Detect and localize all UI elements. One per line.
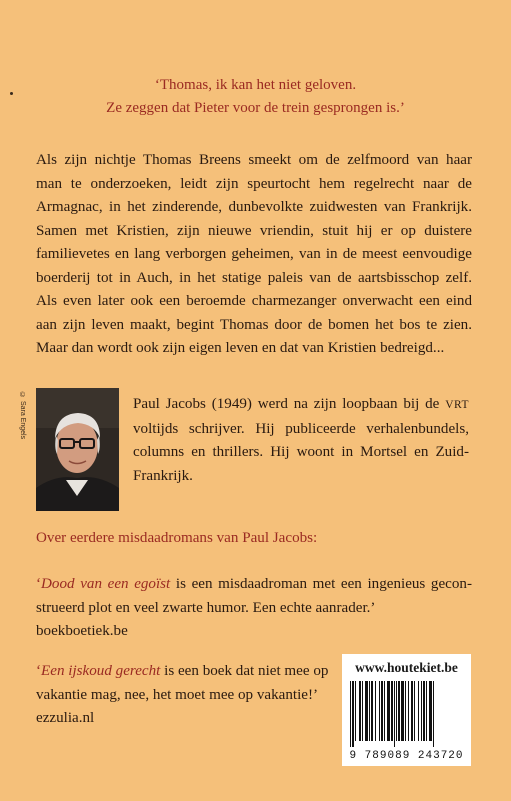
vrt-abbrev: VRT xyxy=(445,399,469,411)
review-line: vakantie mag, nee, het moet mee op vakantie!’ xyxy=(36,686,319,703)
review-line xyxy=(36,573,472,597)
blurb xyxy=(36,149,472,361)
barcode-panel xyxy=(342,654,471,766)
open-quote: ‘ xyxy=(36,576,42,592)
blurb-line: familievetes en lang verborgen geheimen, van in de meest eenvoudige xyxy=(36,246,472,262)
opening-quote xyxy=(40,74,471,120)
review-2 xyxy=(36,660,336,731)
blurb-line: Als even later ook een beroemde charmezanger onverwacht een eind xyxy=(36,293,472,309)
review-1 xyxy=(36,573,472,644)
review-line xyxy=(36,660,336,684)
barcode-icon xyxy=(350,681,463,747)
review-text: is een misdaadroman met een ingenieus gecon- xyxy=(170,576,473,592)
blurb-line: aan zijn leven maakt, begint Thomas door de bomen het bos te zien. xyxy=(36,316,472,333)
review-source: ezzulia.nl xyxy=(36,710,95,726)
quote-line-1: ‘Thomas, ik kan het niet geloven. xyxy=(154,77,357,93)
book-title: Dood van een egoïst xyxy=(41,576,171,592)
blurb-line: man te onderzoeken, leidt zijn speurtocht hem regelrecht naar de xyxy=(36,175,472,192)
reviews-heading: Over eerdere misdaadromans van Paul Jacobs: xyxy=(36,530,318,546)
quote-line-2: Ze zeggen dat Pieter voor de trein gesprongen is.’ xyxy=(106,100,405,116)
review-text: is een boek dat niet mee op xyxy=(160,663,329,679)
review-source: boekboetiek.be xyxy=(36,623,128,639)
bio-line: voltijds schrijver. Hij publiceerde verhalenbundels, xyxy=(133,420,469,437)
open-quote: ‘ xyxy=(36,663,42,679)
review-line: strueerd plot en veel zwarte humor. Een echte aanrader.’ xyxy=(36,599,376,616)
blurb-line: Samen met Kristien, zijn nieuwe vriendin, stuit hij er op duistere xyxy=(36,222,472,239)
bio-line: columns en thrillers. Hij woont in Mortsel en Zuid- xyxy=(133,444,469,460)
book-title: Een ijskoud gerecht xyxy=(41,663,161,679)
bio-text: Paul Jacobs (1949) werd na zijn loopbaan bij de xyxy=(133,396,440,412)
bio-line: Frankrijk. xyxy=(133,467,193,484)
blurb-line: Maar dan wordt ook zijn eigen leven en dat van Kristien bedreigd... xyxy=(36,340,445,356)
author-photo xyxy=(36,388,119,511)
bio-line xyxy=(133,393,469,418)
publisher-url: www.houtekiet.be xyxy=(355,660,458,675)
blurb-line: boerderij tot in Auch, in het statige paleis van de aartsbisschop zelf. xyxy=(36,269,472,286)
blurb-line: Als zijn nichtje Thomas Breens smeekt om de zelfmoord van haar xyxy=(36,152,472,168)
author-bio xyxy=(133,393,469,488)
isbn-number: 9 789089 243720 xyxy=(349,750,464,762)
blurb-line: Armagnac, in het zinderende, dunbevolkte zuidwesten van Frankrijk. xyxy=(36,199,472,215)
photo-credit: © Sara Engels xyxy=(19,392,26,440)
speck xyxy=(10,92,13,95)
